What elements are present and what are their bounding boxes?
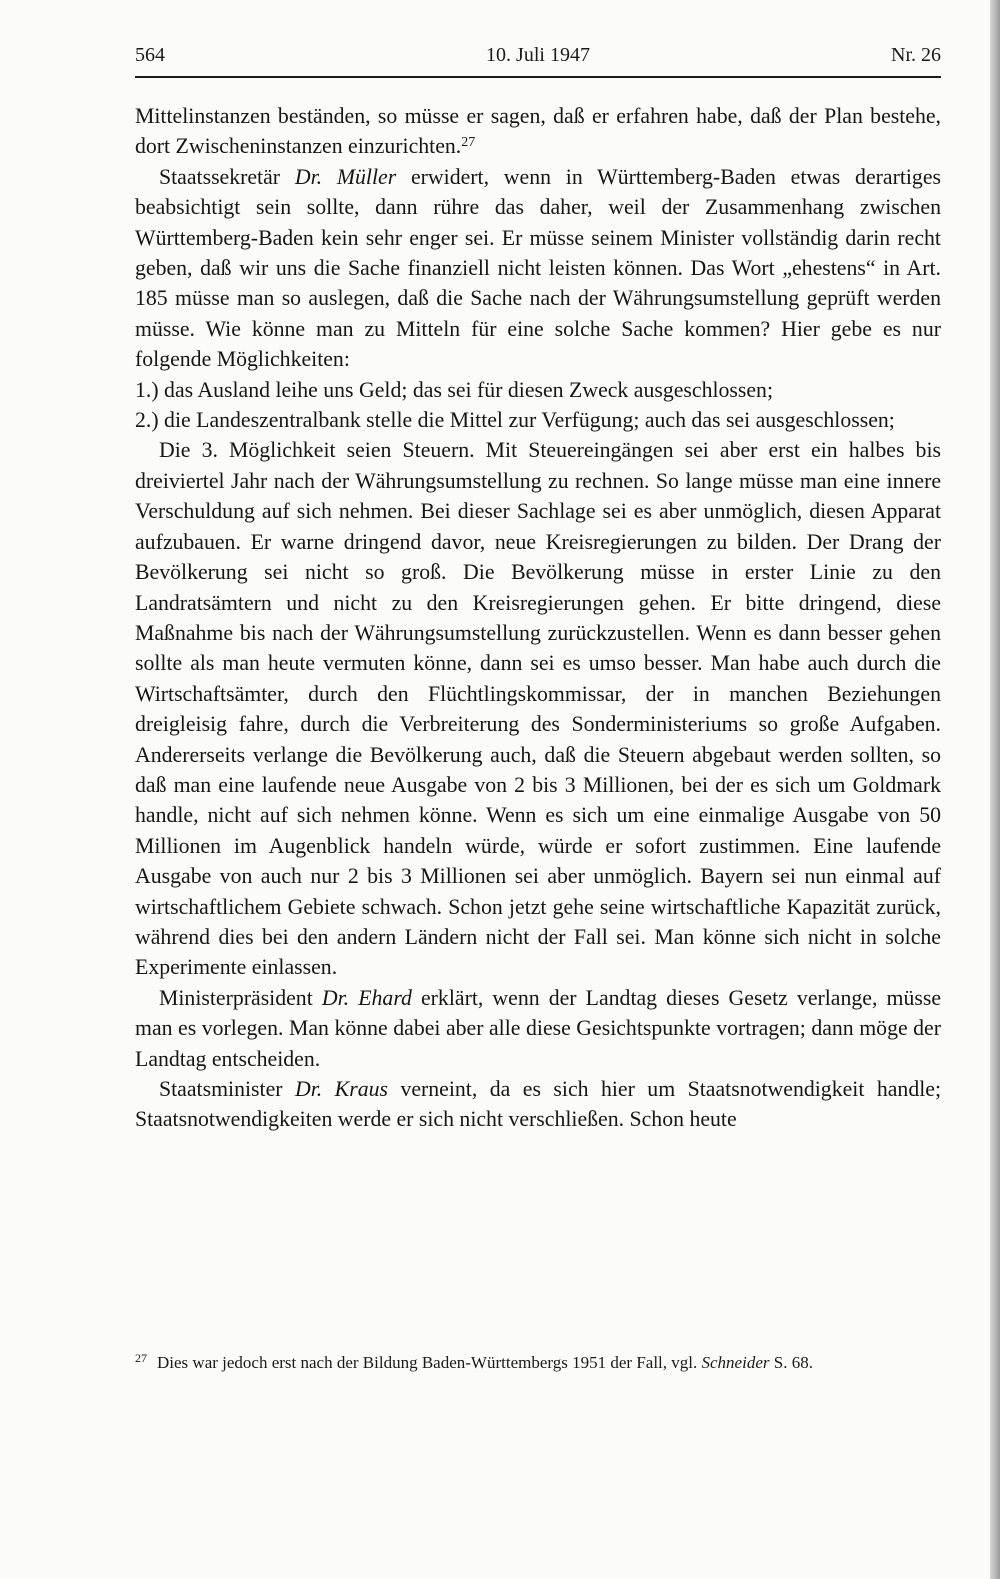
paragraph-1: Mittelinstanzen beständen, so müsse er sagen, daß er erfahren habe, daß der Plan bestehe, dort Zwischeninstanzen einzurichten.$^{27}$ [135, 104, 941, 159]
footnote-ref: 27 [461, 135, 476, 151]
page-number: 564 [135, 44, 165, 66]
speaker-name: Dr. Kraus [294, 1077, 388, 1101]
speaker-name: Dr. Müller [294, 164, 397, 189]
page-edge [990, 0, 1000, 1579]
footnote-number: 27 [135, 1351, 147, 1365]
footnote-ref-author: Schneider [701, 1353, 770, 1372]
paragraph-3: Die 3. Möglichkeit seien Steuern. Mit Steuereingängen sei aber erst ein halbes bis dreiviertel Jahr nach der Währungsumstellung zu rechnen. So lange müsse man eine innere Verschuldung auf sich nehmen. Bei dieser Sachlage sei es aber unmöglich, diesen Apparat aufzubauen. Er warne dringend davor, neue Kreisregierungen zu bilden. Der Drang der Bevölkerung sei nicht so groß. Die Bevölkerung müsse in erster Linie zu den Landratsämtern und nicht zu den Kreisregierungen gehen. Er bitte dringend, diese Maßnahme bis nach der Währungsumstellung zurückzustellen. Wenn es dann besser gehen sollte als man heute vermuten könne, dann sei es umso besser. Man habe auch durch die Wirtschaftsämter, durch den Flüchtlingskommissar, der in manchen Beziehungen dreigleisig fahre, durch die Verbreiterung des Sonderministeriums so große Aufgaben. Andererseits verlange die Bevölkerung auch, daß die Steuern abgebaut werden sollten, so daß man eine laufende neue Ausgabe von 2 bis 3 Millionen, bei der es sich um Goldmark handle, nicht auf sich nehmen könne. Wenn es sich um eine einmalige Ausgabe von 50 Millionen im Augenblick handeln würde, würde er sofort zustimmen. Eine laufende Ausgabe von auch nur 2 bis 3 Millionen sei aber unmöglich. Bayern sei nun einmal auf wirtschaftlichem Gebiete schwach. Schon jetzt gehe seine wirtschaftliche Kapazität zurück, während dies bei den andern Ländern nicht der Fall sei. Man könne sich nicht in solche Experimente einlassen. [135, 438, 941, 980]
paragraph-5: Staatsminister Dr. Kraus verneint, da es sich hier um Staatsnotwendigkeit handle; Staatsnotwendigkeiten werde er sich nicht verschließen. Schon heute [135, 1077, 941, 1132]
header-date: 10. Juli 1947 [486, 44, 590, 66]
body-text [135, 101, 941, 1135]
footnote-27: $^{27}$ Dies war jedoch erst nach der Bildung Baden-Württembergs 1951 der Fall, vgl. Schneider S. 68. [135, 1351, 813, 1372]
header-rule [135, 76, 941, 78]
running-header [135, 44, 941, 74]
paragraph-2: Staatssekretär Dr. Müller erwidert, wenn in Württemberg-Baden etwas derartiges beabsichtigt sein sollte, dann rühre das daher, weil der Zusammenhang zwischen Württemberg-Baden kein sehr enger sei. Er müsse seinem Minister vollständig darin recht geben, daß wir uns die Sache finanziell nicht leisten können. Das Wort „ehestens“ in Art. 185 müsse man so auslegen, daß die Sache nach der Währungsumstellung geprüft werden müsse. Wie könne man zu Mitteln für eine solche Sache kommen? Hier gebe es nur folgende Möglichkeiten: [135, 164, 941, 372]
issue-number: Nr. 26 [891, 44, 941, 66]
speaker-name: Dr. Ehard [321, 985, 412, 1010]
list-item-2: 2.) die Landeszentralbank stelle die Mittel zur Verfügung; auch das sei ausgeschlossen; [135, 408, 895, 433]
list-item-1: 1.) das Ausland leihe uns Geld; das sei für diesen Zweck ausgeschlossen; [135, 377, 774, 402]
paragraph-4: Ministerpräsident Dr. Ehard erklärt, wenn der Landtag dieses Gesetz verlange, müsse man es vorlegen. Man könne dabei aber alle diese Gesichtspunkte vortragen; dann möge der Landtag entscheiden. [135, 985, 941, 1071]
